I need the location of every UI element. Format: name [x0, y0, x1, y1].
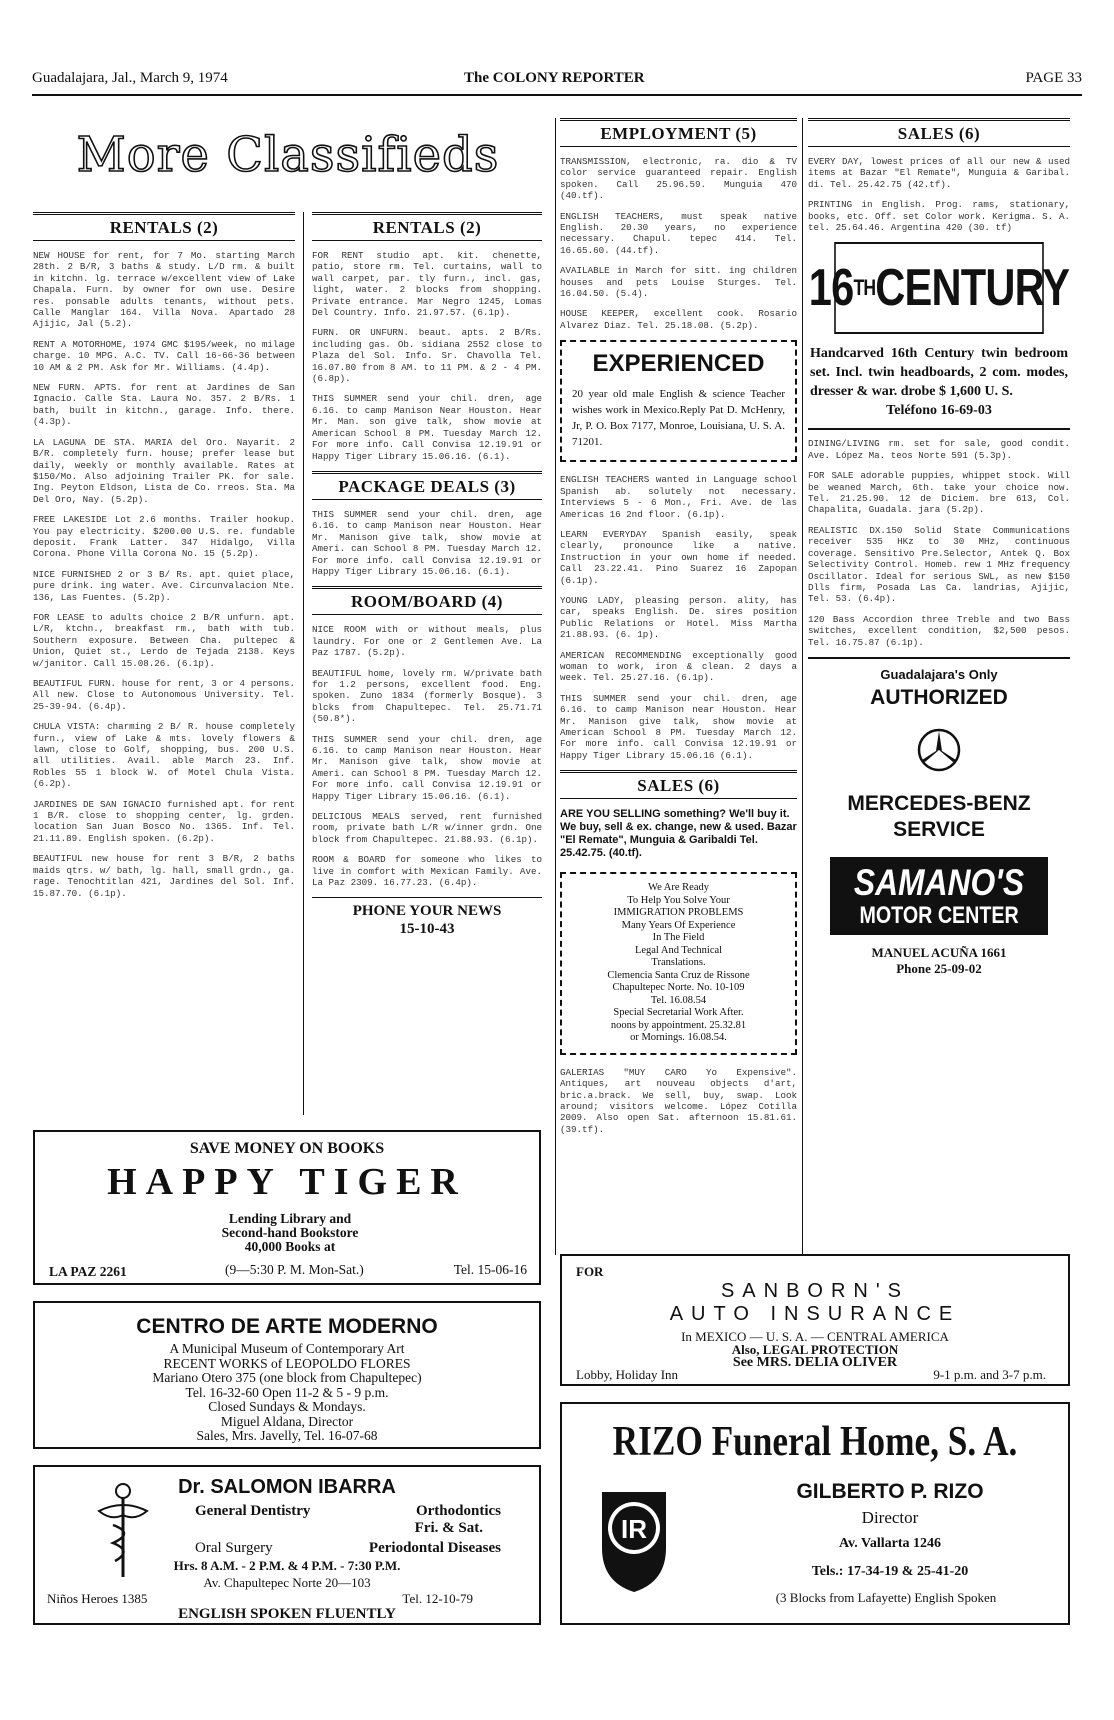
column-rentals-b — [312, 212, 542, 938]
century-ad-phone: Teléfono 16-69-03 — [886, 403, 992, 419]
experienced-body: 20 year old male English & science Teacher wishes work in Mexico.Reply Pat D. McHenry, Jr, P. O. Box 7177, Monroe, Louisiana, U. S. A. 71201. — [572, 388, 785, 449]
salomon-right2: Fri. & Sat. — [414, 1520, 483, 1536]
classified-ad: ROOM & BOARD for someone who likes to live in comfort with Mexican Family. Ave. La Paz 2309. 16.77.23. (6.4p). — [312, 854, 542, 889]
rizo-emblem-text: IR — [621, 1514, 647, 1544]
salomon-hours: Hrs. 8 A.M. - 2 P.M. & 4 P.M. - 7:30 P.M. — [173, 1558, 401, 1573]
sixteenth-century-logo — [808, 242, 1070, 334]
column-sales — [808, 118, 1070, 977]
happy-lines — [185, 1212, 395, 1254]
package-list — [312, 509, 542, 577]
notice-line: We Are Ready — [648, 882, 709, 894]
happy-line1: Lending Library and — [228, 1211, 352, 1226]
column-rentals-a — [33, 212, 295, 908]
happy-phone: Tel. 15-06-16 — [453, 1262, 527, 1277]
section-title-rentals: RENTALS (2) — [33, 212, 295, 241]
rizo-role: Director — [861, 1508, 919, 1527]
classified-ad: NICE ROOM with or without meals, plus laundry. For one or 2 Gentlemen Ave. La Paz 1787. (5.2p). — [312, 624, 542, 659]
column-divider — [555, 118, 556, 1255]
notice-line: or Mornings. 16.08.54. — [630, 1032, 727, 1044]
salomon-ibarra-ad — [33, 1465, 541, 1625]
notice-line: Tel. 16.08.54 — [650, 994, 707, 1006]
bazar-ad: ARE YOU SELLING something? We'll buy it. We buy, sell & ex. change, new & used. Bazar "El Remate", Munguia & Garibaldi Tel. 25.42.75. (40.tf). — [560, 808, 797, 860]
mercedes-ad — [808, 657, 1070, 977]
sixteenth-century-ad — [808, 344, 1070, 420]
rizo-name: GILBERTO P. RIZO — [796, 1480, 984, 1503]
salomon-tel: Tel. 12-10-79 — [402, 1591, 473, 1606]
galerias-ad: GALERIAS "MUY CARO Yo Expensive". Antiques, art nouveau objects d'art, bric.a.brack. We sell, buy, swap. Look around; visitors welcome. López Cotilla 2009. Also open Sat. afternoon 15.81.61. (39.tf). — [560, 1066, 797, 1135]
header-page-number: PAGE 33 — [1025, 70, 1082, 86]
century-logo-word: CENTURY — [875, 259, 1070, 318]
rizo-title: RIZO Funeral Home, S. A. — [612, 1419, 1018, 1465]
banner-area — [33, 118, 543, 200]
room-board-list — [312, 624, 542, 888]
arte-line: Closed Sundays & Mondays. — [208, 1399, 366, 1414]
sanborns-name: SANBORN'S — [720, 1280, 910, 1302]
sanborns-sub: AUTO INSURANCE — [669, 1303, 961, 1325]
classified-ad: FOR LEASE to adults choice 2 B/R unfurn. apt. L/R, ktchn., breakfast rm., bath with tub. Southern exposure. Between Cha. pultepec & Union, Quiet st., Lerdo de Tejada 2138. Keys w/janitor. Call 15.08.26. (6.1p). — [33, 611, 295, 669]
sales-list — [808, 156, 1070, 233]
section-title-room-board: ROOM/BOARD (4) — [312, 586, 542, 615]
salomon-left3: Oral Surgery — [195, 1540, 273, 1556]
classified-ad: AMERICAN RECOMMENDING exceptionally good woman to work, iron & clean. 2 days a week. Tel. 25.27.16. (6.1p). — [560, 649, 797, 684]
happy-line2: Second-hand Bookstore — [221, 1225, 359, 1240]
classified-ad: THIS SUMMER send your chil. dren, age 6.16. to camp Manison near Houston. Hear Mr. Manison give talk, show movie at Ameri. can School 8 PM. Tuesday March 12. For more info. call Convisa 12.19.91 or Happy Tiger Library 15.06.16. (6.1). — [312, 508, 542, 577]
section-title-employment: EMPLOYMENT (5) — [560, 118, 797, 147]
classified-ad: ENGLISH TEACHERS wanted in Language school Spanish ab. solutely not necessary. Interviews 5 - 6 Mon., Fri. Ave. de las Americas 16 2nd floor. (6.1p). — [560, 474, 797, 520]
notice-line: Many Years Of Experience — [621, 919, 736, 931]
classified-ad: FURN. OR UNFURN. beaut. apts. 2 B/Rs. including gas. Ob. sidiana 2552 close to Plaza del Sol. Info. Sr. Chavolla Tel. 16.07.80 from 8 AM. to 11 PM. & 2 - 4 PM. (6.8p). — [312, 327, 542, 385]
rizo-note: (3 Blocks from Lafayette) English Spoken — [775, 1590, 997, 1605]
classified-ad: HOUSE KEEPER, excellent cook. Rosario Alvarez Diaz. Tel. 25.18.08. (5.2p). — [560, 308, 797, 331]
classified-ad: ENGLISH TEACHERS, must speak native English. 20.30 years, no experience necessary. Chapul. tepec 414. Tel. 16.65.60. (44.tf). — [560, 210, 797, 256]
notice-line: In The Field — [652, 932, 705, 944]
classified-ad: FOR RENT studio apt. kit. chenette, patio, store rm. Tel. curtains, wall to wall carpet, par. tly furn., incl. gas, light, water. 2 blocks from shopping. Private entrance. Mar Negro 1245, Lomas Del Country. Info. 21.97.57. (6.1p). — [312, 250, 542, 319]
experienced-ad — [560, 340, 797, 462]
classified-ad: 120 Bass Accordion three Treble and two Bass switches, excellent condition, $2,500 pesos. Tel. 16.75.87 (6.1p). — [808, 613, 1070, 648]
section-title-sales: SALES (6) — [560, 770, 797, 799]
arte-title: CENTRO DE ARTE MODERNO — [136, 1315, 438, 1338]
page-header — [32, 70, 1082, 90]
employment-list — [560, 474, 797, 761]
sanborns-for: FOR — [576, 1264, 604, 1279]
phone-news-label: PHONE YOUR NEWS — [352, 903, 502, 920]
classified-ad: DINING/LIVING rm. set for sale, good condit. Ave. López Ma. teos Norte 591 (5.3p). — [808, 438, 1070, 461]
classified-ad: DELICIOUS MEALS served, rent furnished room, private bath L/R w/inner grdn. One block from Chapultepec. 21.88.93. (6.1p). — [312, 811, 542, 845]
classified-ad: YOUNG LADY, pleasing person. ality, has car, speaks English. De. sires position Public Relations or Hotel. Miss Martha 21.88.93. (6. 1p). — [560, 594, 797, 641]
more-classifieds-banner: More Classifieds — [76, 127, 500, 183]
column-employment — [560, 118, 797, 1144]
header-rule — [32, 94, 1082, 96]
arte-line: Tel. 16-32-60 Open 11-2 & 5 - 9 p.m. — [185, 1384, 389, 1400]
sanborns-line3: See MRS. DELIA OLIVER — [732, 1355, 898, 1370]
column-divider — [303, 212, 304, 1115]
employment-list — [560, 156, 797, 331]
mercedes-phone: Phone 25-09-02 — [896, 960, 982, 976]
sanborns-line4-left: Lobby, Holiday Inn — [576, 1367, 679, 1382]
classified-ad: JARDINES DE SAN IGNACIO furnished apt. for rent 1 B/R. close to shopping center, lg. grden. location San Juan Bosco No. 1365. Inf. Tel. 21.11.89. English spoken. (6.2p). — [33, 798, 295, 844]
classified-ad: THIS SUMMER send your chil. dren, age 6.16. to camp Manison near Houston. Hear Mr. Manison give talk, show movie at Ameri. can School 8 PM. Tuesday March 12. For more info. call Convisa 12.19.91 or Happy Tiger Library 15.06.16. (6.1). — [312, 733, 542, 802]
classified-ad: BEAUTIFUL FURN. house for rent, 3 or 4 persons. All new. Close to Autonomous University. Tel. 25-39-94. (6.4p). — [33, 678, 295, 712]
classified-ad: THIS SUMMER send your chil. dren, age 6.16. to camp Manison Near Houston. Hear Mr. Man. son give talk, show movie at American School 8 PM. Tuesday March 12. For more info. Call Convisa 12.19.91 or Happy Tiger Library 15.06.16. (6.1). — [312, 393, 542, 462]
notice-line: Legal And Technical — [634, 944, 723, 956]
classified-ad: NICE FURNISHED 2 or 3 B/ Rs. apt. quiet place, pure drink. ing water. Ave. Circunvalacion Nte. 136, Las Fuentes. (5.2p). — [33, 568, 295, 603]
notice-line: noons by appointment. 25.32.81 — [610, 1019, 747, 1031]
header-place-date: Guadalajara, Jal., March 9, 1974 — [32, 70, 228, 86]
immigration-notice — [560, 872, 797, 1055]
rizo-funeral-ad — [560, 1402, 1070, 1625]
arte-line: Mariano Otero 375 (one block from Chapultepec) — [152, 1370, 422, 1385]
century-ad-text: Handcarved 16th Century twin bedroom set. Incl. twin headboards, 2 com. modes, dresser & war. drobe $ 1,600 U. S. — [810, 346, 1068, 400]
sanborns-lines — [562, 1330, 1068, 1369]
salomon-english: ENGLISH SPOKEN FLUENTLY — [178, 1606, 396, 1622]
century-logo-suffix: TH — [853, 275, 876, 301]
mercedes-line3: MERCEDES-BENZ — [847, 791, 1031, 815]
happy-save: SAVE MONEY ON BOOKS — [189, 1140, 385, 1157]
samanos-logo-top: SAMANO'S — [853, 861, 1025, 903]
notice-line: Translations. — [651, 957, 706, 969]
sanborns-line2: Also, LEGAL PROTECTION — [731, 1342, 899, 1357]
classified-ad: NEW FURN. APTS. for rent at Jardines de San Ignacio. Calle Sta. Laura No. 357. 2 B/Rs. 1 bath, built in kitchn., garage. Info. there. (4.3p). — [33, 382, 295, 428]
salomon-address: Av. Chapultepec Norte 20—103 — [203, 1575, 371, 1590]
mercedes-line2: AUTHORIZED — [870, 685, 1008, 709]
classified-ad: NEW HOUSE for rent, for 7 Mo. starting March 28th. 2 B/R, 3 baths & study. L/D rm. & built in kitchn. lg. terrace w/excellent view of Lake Chapala. Furn. by owner for own use. Desire res. ponsable adults tenants, without pets. Calle Manglar 164. Villa Nova. Apartado 28 Ajijic, Jal (5.2). — [33, 250, 295, 330]
sanborns-line4-right: 9-1 p.m. and 3-7 p.m. — [933, 1367, 1046, 1382]
salomon-left1: General Dentistry — [195, 1503, 311, 1519]
mercedes-address: MANUEL ACUÑA 1661 — [871, 944, 1007, 960]
section-title-rentals: RENTALS (2) — [312, 212, 542, 241]
classified-ad: BEAUTIFUL new house for rent 3 B/R, 2 baths maids qtrs. w/ bath, lg. hall, small grdn., ga. rage. Tenochtitlan 421, Jardines del Sol. Inf. 15.87.70. (6.1p). — [33, 853, 295, 899]
classified-ad: EVERY DAY, lowest prices of all our new & used items at Bazar "El Remate", Munguia & Garibal. di. Tel. 25.42.75 (42.tf). — [808, 156, 1070, 190]
notice-line: Special Secretarial Work After. — [613, 1007, 744, 1019]
rizo-address: Av. Vallarta 1246 — [838, 1536, 942, 1551]
samanos-logo-bottom: MOTOR CENTER — [859, 901, 1019, 929]
classified-ad: BEAUTIFUL home, lovely rm. W/private bath for 1.2 persons, excellent food. Eng. spoken. Zuno 1834 (formerly Bosque). 3 blcks from Chapultepec. Tel. 25.71.71 (50.8*). — [312, 667, 542, 725]
arte-line: Miguel Aldana, Director — [220, 1413, 354, 1429]
rentals-list — [33, 250, 295, 899]
arte-line: A Municipal Museum of Contemporary Art — [169, 1341, 405, 1356]
happy-address: LA PAZ 2261 — [49, 1264, 127, 1279]
phone-news-number: 15-10-43 — [399, 921, 455, 938]
arte-lines — [35, 1342, 539, 1444]
mercedes-star-icon — [917, 728, 961, 772]
mercedes-line4: SERVICE — [893, 817, 985, 841]
rizo-tels: Tels.: 17-34-19 & 25-41-20 — [811, 1564, 969, 1579]
salomon-street: Niños Heroes 1385 — [47, 1591, 148, 1606]
salomon-right3: Periodontal Diseases — [368, 1540, 501, 1556]
salomon-name: Dr. SALOMON IBARRA — [178, 1476, 396, 1498]
century-logo-number: 16 — [808, 259, 854, 318]
section-title-package-deals: PACKAGE DEALS (3) — [312, 471, 542, 500]
classified-ad: AVAILABLE in March for sitt. ing children houses and pets Louise Sturges. Tel. 16.04.50. (5.4). — [560, 265, 797, 300]
sales-list — [808, 438, 1070, 648]
notice-line: IMMIGRATION PROBLEMS — [613, 907, 744, 919]
notice-line: Chapultepec Norte. No. 10-109 — [612, 982, 745, 994]
mercedes-line1: Guadalajara's Only — [880, 666, 998, 682]
sanborns-line1: In MEXICO — U. S. A. — CENTRAL AMERICA — [681, 1329, 949, 1344]
arte-line: Sales, Mrs. Javelly, Tel. 16-07-68 — [196, 1428, 378, 1443]
classified-ad: LA LAGUNA DE STA. MARIA del Oro. Nayarit. 2 B/R. completely furn. house; prefer lease but daily, weekly or monthly available. Rates at $150/Mo. Also adjoining Trailer PK. for sale. Ing. Peyton Eldson, Lista de Co. rreos. Sta. Ma Del Oro, Nay. (5.2p). — [33, 436, 295, 505]
classified-ad: TRANSMISSION, electronic, ra. dio & TV color service guaranteed repair. English spoken. Call 25.96.59. Munguia 470 (40.tf). — [560, 156, 797, 202]
column-divider — [802, 118, 803, 1255]
happy-hours: (9—5:30 P. M. Mon-Sat.) — [225, 1262, 364, 1277]
notice-line: To Help You Solve Your — [627, 894, 730, 906]
samanos-logo — [830, 857, 1048, 935]
classified-ad: LEARN EVERYDAY Spanish easily, speak clearly, pronounce like a native. Instruction in your own home if needed. Call 23.22.41. Pino Suarez 16 Zapopan (6.1p). — [560, 528, 797, 586]
classified-ad: RENT A MOTORHOME, 1974 GMC $195/week, no milage charge. 10 MPG. A.C. TV. Call 16-66-36 between 10 AM & 2 PM. Ask for Mr. Williams. (4.4p). — [33, 338, 295, 373]
classified-ad: PRINTING in English. Prog. rams, stationary, books, etc. Off. set Color work. Kerigma. S. A. tel. 25.64.46. Argentina 420 (30. tf) — [808, 199, 1070, 234]
sanborns-ad — [560, 1254, 1070, 1386]
rizo-emblem-icon — [594, 1486, 674, 1596]
happy-name: HAPPY TIGER — [107, 1161, 467, 1203]
experienced-title: EXPERIENCED — [592, 350, 765, 378]
classified-ad: CHULA VISTA: charming 2 B/ R. house completely furn., view of Lake & mts. lovely flowers & lawn, close to Golf, shopping, bus. 200 U.S. all utilities. Avail. able March 23. Inf. Robles 55 1 block W. of Motel Chula Vista. (6.2p). — [33, 721, 295, 790]
classified-ad: FOR SALE adorable puppies, whippet stock. Will be weaned March, 6th. take your choice now. Tel. 21.25.90. 12 de Diciem. bre 613, Col. Chapalita, Guadala. jara (5.2p). — [808, 470, 1070, 516]
salomon-right1: Orthodontics — [415, 1503, 501, 1519]
arte-line: RECENT WORKS of LEOPOLDO FLORES — [163, 1355, 411, 1371]
section-title-sales: SALES (6) — [808, 118, 1070, 147]
happy-tiger-ad — [33, 1130, 541, 1285]
notice-line: Clemencia Santa Cruz de Rissone — [607, 969, 750, 981]
rentals-list — [312, 250, 542, 462]
classified-ad: REALISTIC DX.150 Solid State Communications receiver 535 HKz to 30 MHz, continuous coverage. Sensitivo Pre.Selector, Antek Q. Box Selectivity Control. Homeb. rew 1 MHz frequency Oscillator. Ideal for serious SWL, as new $150 Dlls firm, Posada Las Ca. landrias, Ajijic, Tel. 53. (6.4p). — [808, 524, 1070, 605]
phone-news-box — [312, 897, 542, 938]
classified-ad: THIS SUMMER send your chil. dren, age 6.16. to camp Manison near Houston. Hear Mr. Manison give talk, show movie at American School 8 PM. Tuesday March 12. For more info. call Convisa 12.19.91 or Happy Tiger Library 15.06.16 (6.1). — [560, 692, 797, 761]
happy-line3: 40,000 Books at — [244, 1239, 336, 1254]
centro-arte-ad — [33, 1301, 541, 1449]
header-paper-name: The COLONY REPORTER — [464, 70, 645, 86]
classified-ad: FREE LAKESIDE Lot 2.6 months. Trailer hookup. You pay electricity. $200.00 U.S. re. fundable deposit. Frank Latter. 347 Hidalgo, Villa Corona. Phone Villa Corona No. 15 (5.2p). — [33, 514, 295, 560]
